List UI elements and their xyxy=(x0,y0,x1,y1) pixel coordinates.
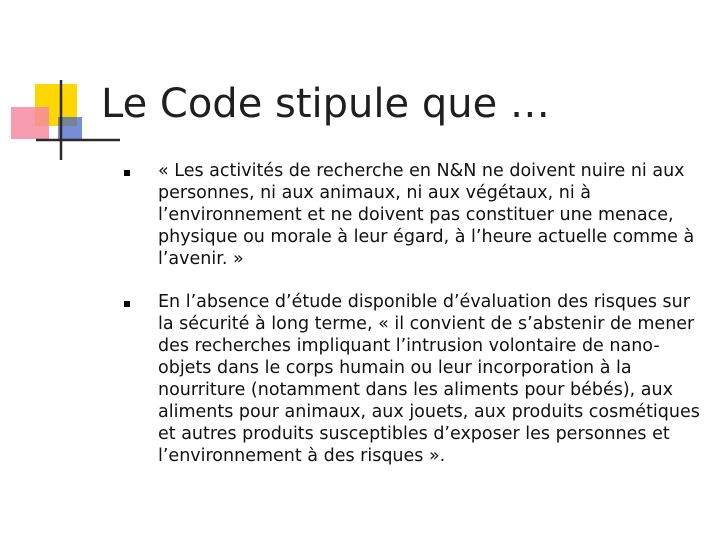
slide-title: Le Code stipule que … xyxy=(101,81,550,127)
list-item xyxy=(124,291,700,467)
bullet-list xyxy=(124,160,700,467)
bullet-text: « Les activités de recherche en N&N ne doivent nuire ni aux personnes, ni aux animaux, ni aux végétaux, ni à l’environnement et ne doivent pas constituer une menace, physique ou morale à leur égard, à l’heure actuelle comme à l’avenir. » xyxy=(158,161,695,269)
square-bullet-icon xyxy=(124,170,130,176)
bullet-text: En l’absence d’étude disponible d’évaluation des risques sur la sécurité à long terme, « il convient de s’abstenir de mener des recherches impliquant l’intrusion volontaire de nano-objets dans le corps humain ou leur incorporation à la nourriture (notamment dans les aliments pour bébés), aux aliments pour animaux, aux jouets, aux produits cosmétiques et autres produits susceptibles d’exposer les personnes et l’environnement à des risques ». xyxy=(158,292,700,466)
square-bullet-icon xyxy=(124,301,130,307)
pink-square xyxy=(11,107,49,139)
list-item xyxy=(124,160,700,270)
